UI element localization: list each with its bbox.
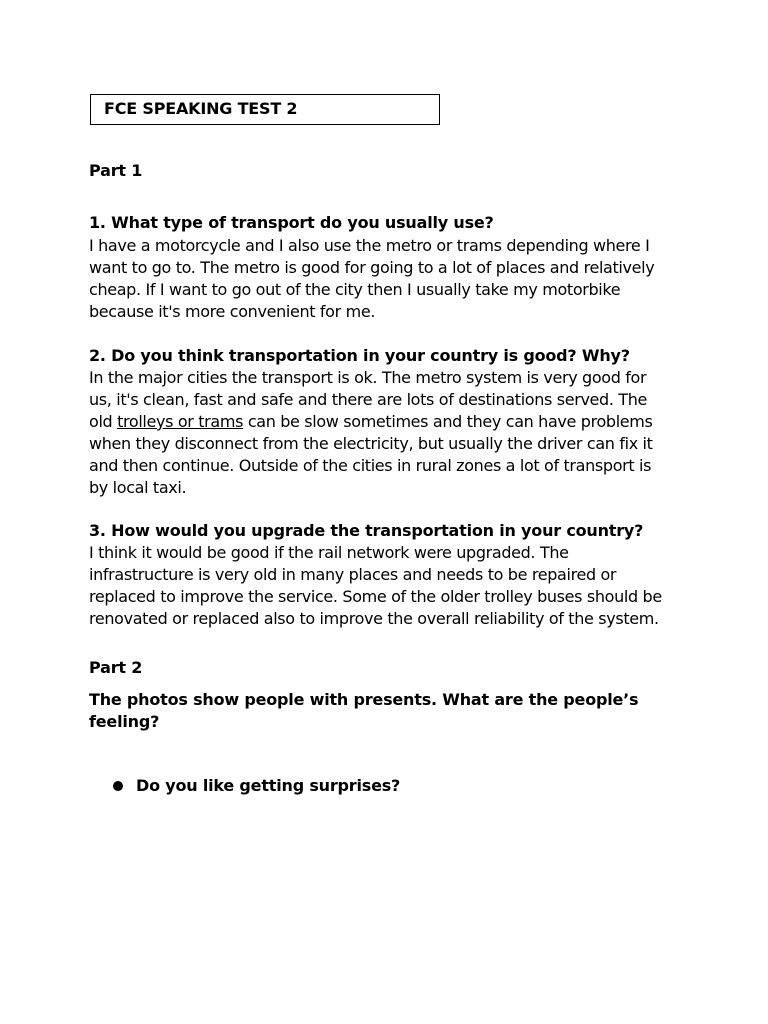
answer-1 xyxy=(89,235,679,323)
question-1: 1. What type of transport do you usually use? xyxy=(89,213,494,232)
answer-2-line: and then continue. Outside of the cities in rural zones a lot of transport is xyxy=(89,456,652,475)
answer-2-line xyxy=(89,411,679,433)
part2-prompt-line: feeling? xyxy=(89,712,160,731)
question-3: 3. How would you upgrade the transportation in your country? xyxy=(89,521,644,540)
title-box xyxy=(90,94,440,125)
answer-3-line: I think it would be good if the rail network were upgraded. The xyxy=(89,543,569,562)
answer-2-line: In the major cities the transport is ok. The metro system is very good for xyxy=(89,368,647,387)
answer-1-line: want to go to. The metro is good for going to a lot of places and relatively xyxy=(89,258,655,277)
answer-2-line: by local taxi. xyxy=(89,478,187,497)
answer-1-line: cheap. If I want to go out of the city then I usually take my motorbike xyxy=(89,280,621,299)
bullet-icon xyxy=(113,781,123,791)
answer-1-line: I have a motorcycle and I also use the metro or trams depending where I xyxy=(89,236,650,255)
part2-heading: Part 2 xyxy=(89,658,143,677)
part1-heading: Part 1 xyxy=(89,161,143,180)
answer-1-line: because it's more convenient for me. xyxy=(89,302,376,321)
part2-prompt xyxy=(89,689,638,733)
answer-2-line: us, it's clean, fast and safe and there are lots of destinations served. The xyxy=(89,390,648,409)
answer-2-line: when they disconnect from the electricity, but usually the driver can fix it xyxy=(89,434,653,453)
document-title: FCE SPEAKING TEST 2 xyxy=(104,99,298,118)
answer-3-line: replaced to improve the service. Some of the older trolley buses should be xyxy=(89,587,662,606)
question-2: 2. Do you think transportation in your country is good? Why? xyxy=(89,346,630,365)
answer-3-line: infrastructure is very old in many places and needs to be repaired or xyxy=(89,565,617,584)
underlined-phrase: trolleys or trams xyxy=(117,412,244,431)
answer-2 xyxy=(89,367,679,499)
answer-2-line-prefix: old xyxy=(89,412,118,431)
bullet-text: Do you like getting surprises? xyxy=(136,776,401,795)
answer-3-line: renovated or replaced also to improve the overall reliability of the system. xyxy=(89,609,659,628)
answer-2-line-suffix: can be slow sometimes and they can have problems xyxy=(243,412,653,431)
answer-3 xyxy=(89,542,679,630)
bullet-item xyxy=(113,776,400,795)
part2-prompt-line: The photos show people with presents. What are the people’s xyxy=(89,690,639,709)
